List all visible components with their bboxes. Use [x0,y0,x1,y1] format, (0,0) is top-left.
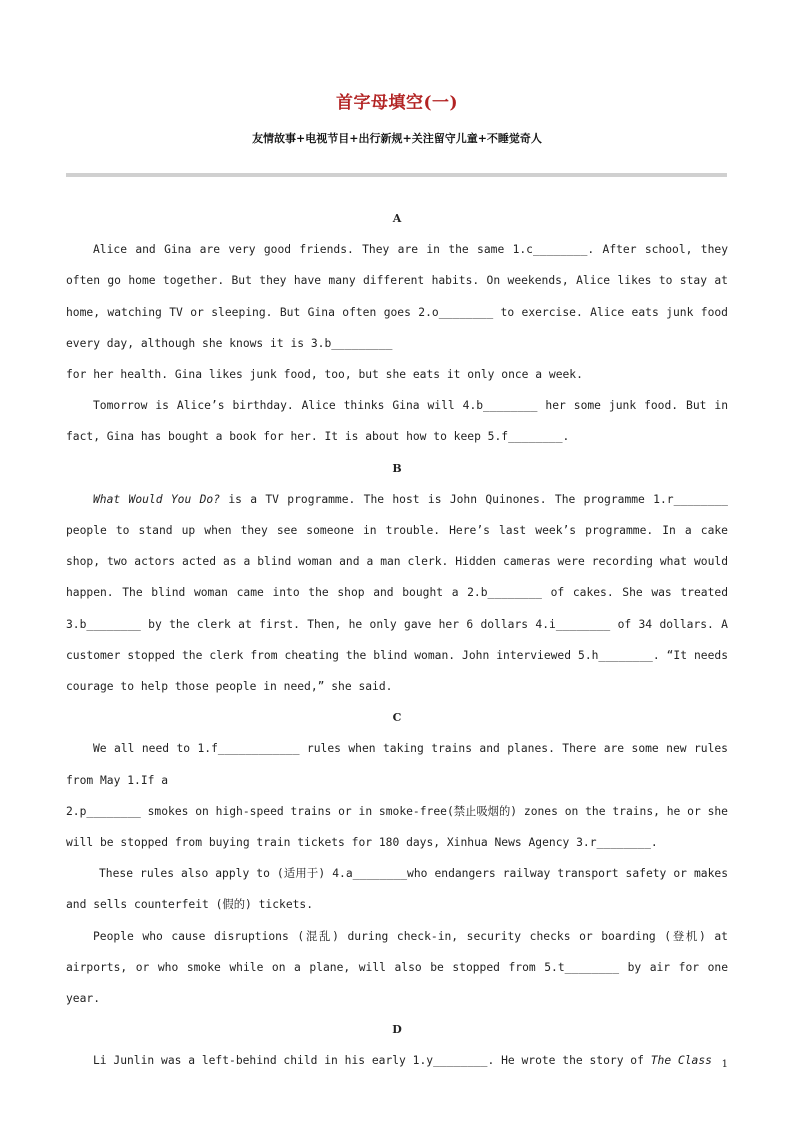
section-d-label: D [392,1023,402,1037]
section-c-paragraph-2: These rules also apply to (适用于) 4.a________who endangers railway transport safety or makes and sells counterfeit (假的) tickets. [66,867,728,912]
section-a-label: A [392,212,402,225]
section-c-paragraph-1: We all need to 1.f____________ rules when taking trains and planes. There are some new rules from May 1.If a [66,742,728,787]
section-c-paragraph-1-cont: 2.p________ smokes on high-speed trains or in smoke-free(禁止吸烟的) zones on the trains, he or she will be stopped from buying train tickets for 180 days, Xinhua News Agency 3.r________. [66,804,728,850]
document-body [66,203,728,1077]
section-d-paragraph-1 [66,1045,728,1076]
section-a-paragraph-2: Tomorrow is Alice’s birthday. Alice thinks Gina will 4.b________ her some junk food. But in fact, Gina has bought a book for her. It is about how to keep 5.f________. [66,399,728,444]
page-title: 首字母填空(一) [335,93,459,113]
story-title: The Class [650,1054,712,1068]
section-d-text: Li Junlin was a left-behind child in his early 1.y________. He wrote the story of [93,1054,651,1068]
section-b-label: B [392,461,402,475]
page-subtitle: 友情故事+电视节目+出行新规+关注留守儿童+不睡觉奇人 [252,132,542,145]
section-c-label: C [392,711,402,725]
section-a-paragraph-1-cont: for her health. Gina likes junk food, too, but she eats it only once a week. [66,368,583,382]
section-a-paragraph-1: Alice and Gina are very good friends. They are in the same 1.c________. After school, they often go home together. But they have many different habits. On weekends, Alice likes to stay at home, watching TV or sleeping. But Gina often goes 2.o________ to exercise. Alice eats junk food every day, although she knows it is 3.b_________ [66,243,728,350]
section-b-paragraph-1 [66,484,728,702]
page-number: 1 [721,1059,728,1070]
header-divider [66,173,727,177]
section-c-paragraph-3: People who cause disruptions (混乱) during check-in, security checks or boarding (登机) at airports, or who smoke while on a plane, will also be stopped from 5.t________ by air for one year. [66,929,728,1006]
section-b-text: is a TV programme. The host is John Quinones. The programme 1.r________ people to stand up when they see someone in trouble. Here’s last week’s programme. In a cake shop, two actors acted as a blind woman and a man clerk. Hidden cameras were recording what would happen. The blind woman came into the shop and bought a 2.b________ of cakes. She was treated 3.b________ by the clerk at first. Then, he only gave her 6 dollars 4.i________ of 34 dollars. A customer stopped the clerk from cheating the blind woman. John interviewed 5.h________. “It needs courage to help those people in need,” she said. [66,492,728,694]
programme-title: What Would You Do? [93,492,220,506]
